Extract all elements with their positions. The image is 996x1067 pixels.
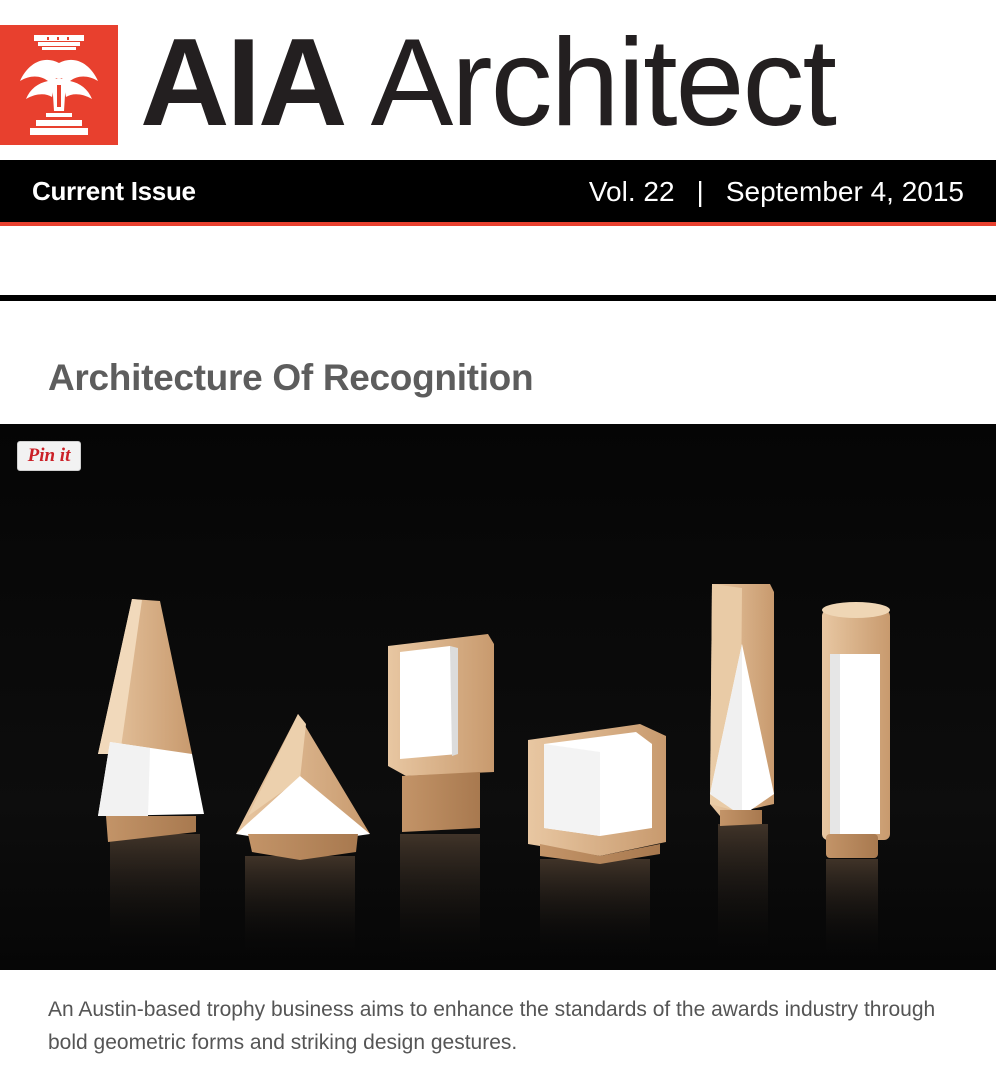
brand-light: Architect <box>370 14 835 152</box>
issue-separator: | <box>696 176 704 207</box>
red-divider <box>0 222 996 226</box>
article-caption: An Austin-based trophy business aims to enhance the standards of the awards industry through bold geometric forms and striking design gestures. <box>48 998 936 1054</box>
issue-bar <box>0 160 996 222</box>
issue-volume: Vol. 22 <box>588 176 675 207</box>
current-issue-link[interactable]: Current Issue <box>32 176 196 206</box>
brand-bold: AIA <box>140 14 345 152</box>
issue-date: September 4, 2015 <box>725 176 964 207</box>
article-title: Architecture Of Recognition <box>48 357 534 398</box>
hero-image <box>0 424 996 970</box>
trophy-photo <box>0 424 996 970</box>
black-divider <box>0 295 996 301</box>
aia-logo[interactable] <box>0 25 118 145</box>
brand-wordmark[interactable] <box>140 14 835 152</box>
aia-eagle-column-icon <box>0 25 118 145</box>
issue-meta <box>589 160 964 224</box>
pin-it-button[interactable]: Pin it <box>17 441 81 471</box>
masthead <box>0 0 996 160</box>
